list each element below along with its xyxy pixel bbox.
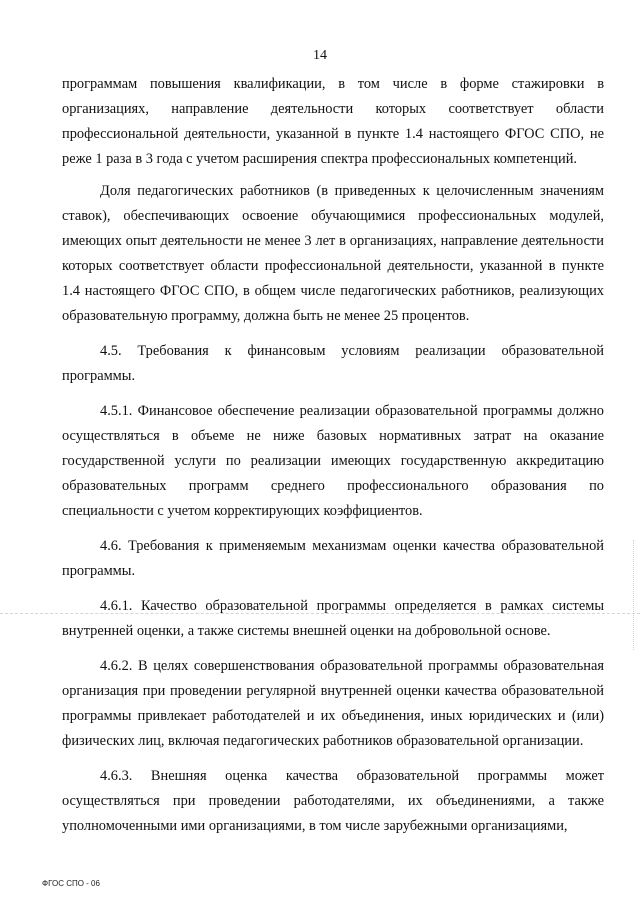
document-body [62,72,604,839]
paragraph-continuation: программам повышения квалификации, в том числе в форме стажировки в организациях, направление деятельности которых соответствует области профессиональной деятельности, указанной в пункте 1.4 настоящего ФГОС СПО, не реже 1 раза в 3 года с учетом расширения спектра профессиональных компетенций. [62,76,604,167]
paragraph-4-6-1: 4.6.1. Качество образовательной программы определяется в рамках системы внутренней оценки, а также системы внешней оценки на добровольной основе. [62,598,604,639]
section-4-6-heading: 4.6. Требования к применяемым механизмам оценки качества образовательной программы. [62,538,604,579]
page-number: 14 [313,48,327,63]
paragraph-staff-share: Доля педагогических работников (в приведенных к целочисленным значениям ставок), обеспечивающих освоение обучающимися профессиональных модулей, имеющих опыт деятельности не менее 3 лет в организациях, направление деятельности которых соответствует области профессиональной деятельности, указанной в пункте 1.4 настоящего ФГОС СПО, в общем числе педагогических работников, реализующих образовательную программу, должна быть не менее 25 процентов. [62,183,604,324]
paragraph-4-5-1: 4.5.1. Финансовое обеспечение реализации образовательной программы должно осуществляться в объеме не ниже базовых нормативных затрат на оказание государственной услуги по реализации имеющих государственную аккредитацию образовательных программ среднего профессионального образования по специальности с учетом корректирующих коэффициентов. [62,403,604,519]
paragraph-4-6-3: 4.6.3. Внешняя оценка качества образовательной программы может осуществляться при проведении работодателями, их объединениями, а также уполномоченными ими организациями, в том числе зарубежными организациями, [62,768,604,834]
section-4-5-heading: 4.5. Требования к финансовым условиям реализации образовательной программы. [62,343,604,384]
scan-artifact-edge [633,540,634,650]
paragraph-4-6-2: 4.6.2. В целях совершенствования образовательной программы образовательная организация при проведении регулярной внутренней оценки качества образовательной программы привлекает работодателей и их объединения, иных юридических и (или) физических лиц, включая педагогических работников образовательной организации. [62,658,604,749]
scan-artifact-line [0,613,640,614]
footer-label: ФГОС СПО - 06 [42,879,100,888]
